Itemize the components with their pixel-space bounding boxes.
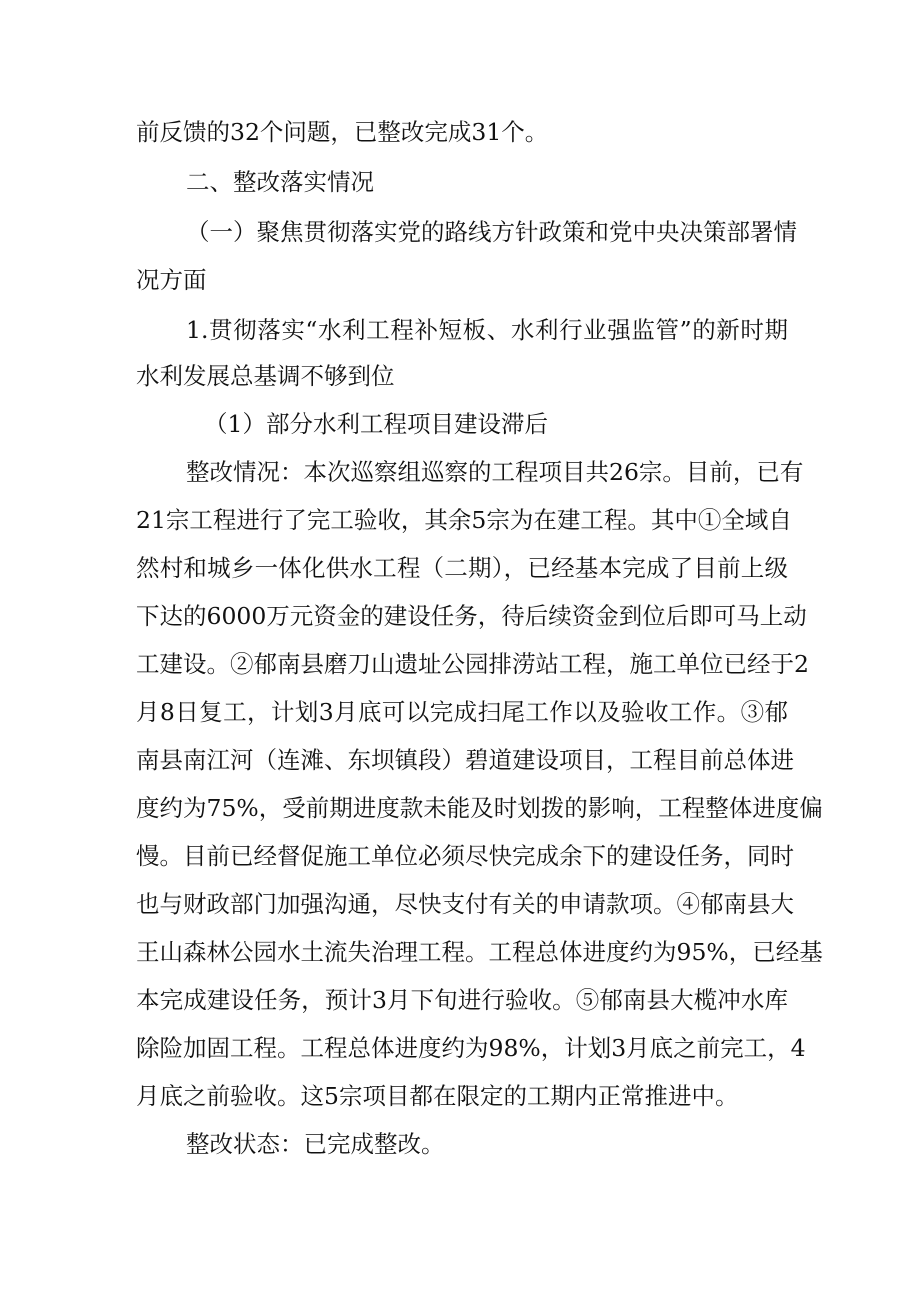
body-line-1: 整改情况：本次巡察组巡察的工程项目共26宗。目前，已有	[186, 458, 804, 486]
body-line-13: 除险加固工程。工程总体进度约为98%，计划3月底之前完工，4	[136, 1034, 806, 1062]
body-line-5: 工建设。②郁南县磨刀山遗址公园排涝站工程，施工单位已经于2	[136, 650, 809, 678]
body-line-8: 度约为75%，受前期进度款未能及时划拨的影响，工程整体进度偏	[136, 794, 823, 822]
body-line-2: 21宗工程进行了完工验收，其余5宗为在建工程。其中①全域自	[136, 506, 792, 534]
body-line-12: 本完成建设任务，预计3月下旬进行验收。⑤郁南县大榄冲水库	[136, 986, 788, 1014]
subitem-heading: （1）部分水利工程项目建设滞后	[204, 410, 548, 438]
body-line-3: 然村和城乡一体化供水工程（二期），已经基本完成了目前上级	[136, 554, 788, 582]
subsection-heading-line-1: （一）聚焦贯彻落实党的路线方针政策和党中央决策部署情	[186, 218, 797, 246]
status-line: 整改状态：已完成整改。	[186, 1130, 445, 1158]
item-heading-line-2: 水利发展总基调不够到位	[136, 362, 395, 390]
subsection-heading-line-2: 况方面	[136, 266, 207, 294]
paragraph-line-1: 前反馈的32个问题，已整改完成31个。	[136, 118, 549, 146]
body-line-9: 慢。目前已经督促施工单位必须尽快完成余下的建设任务，同时	[136, 842, 794, 870]
body-line-11: 王山森林公园水土流失治理工程。工程总体进度约为95%，已经基	[136, 938, 823, 966]
body-line-7: 南县南江河（连滩、东坝镇段）碧道建设项目，工程目前总体进	[136, 746, 794, 774]
body-line-10: 也与财政部门加强沟通，尽快支付有关的申请款项。④郁南县大	[136, 890, 794, 918]
section-heading: 二、整改落实情况	[186, 168, 374, 196]
body-line-4: 下达的6000万元资金的建设任务，待后续资金到位后即可马上动	[136, 602, 807, 630]
body-line-6: 月8日复工，计划3月底可以完成扫尾工作以及验收工作。③郁	[136, 698, 788, 726]
item-heading-line-1: 1.贯彻落实“水利工程补短板、水利行业强监管”的新时期	[186, 316, 788, 344]
body-line-14: 月底之前验收。这5宗项目都在限定的工期内正常推进中。	[136, 1082, 739, 1110]
